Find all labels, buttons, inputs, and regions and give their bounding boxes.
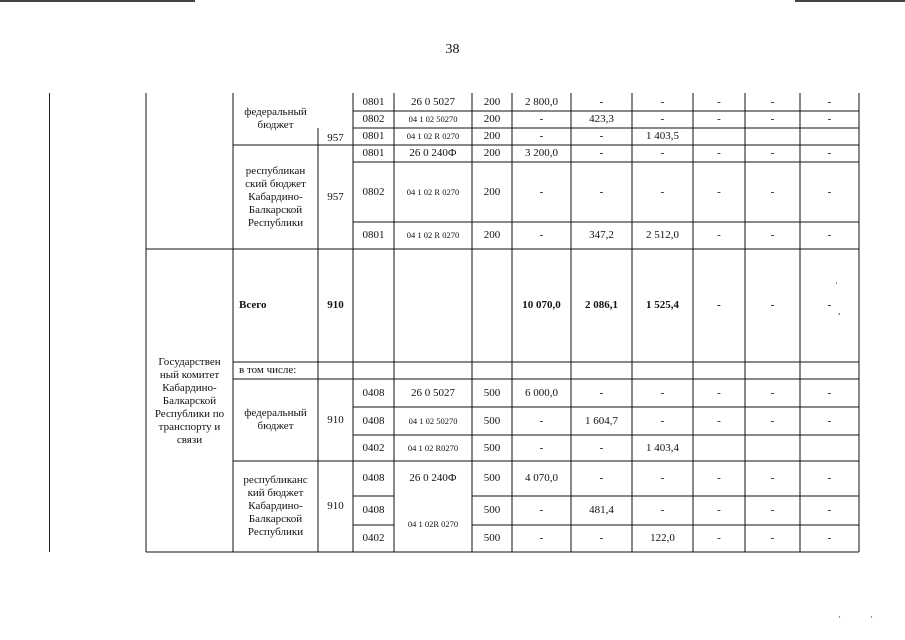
table-cell: -	[770, 386, 775, 399]
table-cell: 481,4	[589, 504, 614, 516]
table-cell: 423,3	[589, 113, 614, 125]
table-cell: -	[599, 185, 604, 198]
table-cell: -	[827, 229, 832, 241]
table-cell: 1 403,5	[646, 130, 679, 142]
table-cell: -	[827, 504, 832, 516]
table-cell	[800, 128, 859, 145]
table-cell: 0402	[362, 532, 385, 544]
table-cell: -	[827, 472, 832, 484]
total-value: 2 086,1	[585, 299, 618, 311]
table-cell: 200	[483, 113, 501, 125]
table-cell: -	[717, 386, 721, 399]
table-cell: -	[827, 113, 832, 125]
table-cell: -	[539, 532, 544, 544]
table-cell: 0408	[362, 386, 385, 399]
table-cell: 04 1 02 R 0270	[406, 186, 460, 197]
table-cell: 2 512,0	[646, 229, 679, 241]
table-cell: 347,2	[589, 229, 614, 241]
table-cell: -	[660, 185, 665, 198]
table-cell: 500	[483, 504, 501, 516]
total-value: 1 525,4	[646, 299, 679, 311]
table-cell: -	[717, 95, 721, 108]
table-cell: 500	[483, 441, 501, 454]
table-cell: -	[717, 504, 721, 516]
table-cell: -	[770, 414, 775, 427]
table-cell: 0801	[362, 130, 385, 142]
table-cell: -	[717, 472, 721, 484]
table-cell: -	[660, 386, 665, 399]
including-label: в том числе:	[239, 364, 297, 376]
table-cell: 04 1 02 50270	[408, 415, 458, 426]
table-cell: -	[827, 147, 832, 159]
section2-fed-code: 910	[327, 413, 344, 426]
table-cell: -	[599, 441, 604, 454]
table-cell	[693, 128, 745, 145]
table-cell: 200	[483, 147, 501, 159]
table-cell: 04 1 02 R 0270	[406, 230, 460, 240]
table-cell: -	[539, 414, 544, 427]
table-cell: 0802	[362, 185, 385, 198]
table-cell: -	[599, 532, 604, 544]
table-cell: 1 604,7	[585, 414, 618, 427]
table-cell: 200	[483, 185, 501, 198]
table-cell: 500	[483, 472, 501, 484]
table-cell: 0802	[362, 113, 385, 125]
table-cell	[800, 435, 859, 461]
total-value: -	[827, 299, 832, 311]
total-label: Всего	[239, 299, 267, 311]
table-cell: -	[539, 229, 544, 241]
table-cell: 04 1 02 50270	[408, 114, 458, 124]
table-cell: -	[717, 185, 721, 198]
table-cell: -	[599, 472, 604, 484]
section1-rep-code: 957	[327, 190, 344, 203]
table-cell: -	[827, 185, 832, 198]
scan-speck: ·	[835, 278, 838, 288]
table-cell: -	[599, 95, 604, 108]
table-cell: 0408	[362, 414, 385, 427]
section2-rep-code: 910	[327, 500, 344, 512]
table-cell: 0408	[362, 504, 385, 516]
table-cell: -	[770, 147, 775, 159]
table-cell: -	[660, 414, 665, 427]
table-cell: -	[660, 113, 665, 125]
table-cell	[745, 128, 800, 145]
table-cell: -	[827, 532, 832, 544]
shared-target-code: 04 1 02R 0270	[407, 518, 459, 529]
table-cell	[745, 435, 800, 461]
table-cell: 26 0 5027	[411, 95, 455, 108]
table-cell: -	[660, 504, 665, 516]
table-cell: 3 200,0	[525, 147, 558, 159]
table-cell: 0801	[362, 147, 385, 159]
total-value: -	[717, 299, 721, 311]
table-cell: -	[539, 185, 544, 198]
table-cell: -	[770, 185, 775, 198]
total-value: -	[770, 299, 775, 311]
section1-code: 957	[327, 132, 344, 144]
table-cell: -	[770, 113, 775, 125]
table-cell: 0402	[362, 441, 385, 454]
table-cell: -	[827, 414, 832, 427]
table-cell: 04 1 02 R 0270	[406, 131, 460, 141]
table-cell: -	[660, 95, 665, 108]
table-cell: 26 0 240Ф	[409, 147, 457, 159]
table-cell: -	[717, 229, 721, 241]
total-code: 910	[327, 299, 344, 311]
table-cell: -	[539, 504, 544, 516]
table-cell: 1 403,4	[646, 441, 679, 454]
scan-speck: ,	[838, 306, 841, 316]
table-cell: -	[827, 386, 832, 399]
page-number: 38	[445, 42, 460, 57]
scan-speck: ·	[838, 612, 841, 622]
table-cell: 2 800,0	[525, 95, 558, 108]
table-cell: -	[770, 95, 775, 108]
table-cell: -	[717, 113, 721, 125]
table-cell: 0801	[362, 95, 385, 108]
table-cell: -	[770, 532, 775, 544]
table-cell: 04 1 02 R0270	[407, 442, 459, 453]
table-cell	[693, 435, 745, 461]
scan-speck: ·	[870, 612, 873, 622]
table-cell: -	[770, 472, 775, 484]
table-cell: -	[827, 95, 832, 108]
table-cell: -	[770, 229, 775, 241]
table-cell: 26 0 240Ф	[409, 472, 457, 484]
table-cell: 200	[483, 130, 501, 142]
table-cell: -	[599, 130, 604, 142]
table-cell: -	[599, 147, 604, 159]
table-cell: 0801	[362, 229, 385, 241]
section2-org-name: Государствен ный комитет Кабардино-Балкарской Республики по транспорту и связи	[154, 355, 225, 446]
table-cell: 200	[483, 95, 501, 108]
table-cell: -	[717, 147, 721, 159]
table-cell: -	[717, 414, 721, 427]
table-cell: 500	[483, 532, 501, 544]
table-cell: -	[770, 504, 775, 516]
table-cell: -	[599, 386, 604, 399]
section2-rep-label: республиканс кий бюджет Кабардино-Балкарской Республики	[243, 474, 308, 538]
table-cell: 500	[483, 414, 501, 427]
table-cell: -	[539, 441, 544, 454]
table-cell: 6 000,0	[525, 386, 558, 399]
table-cell: 26 0 5027	[411, 386, 455, 399]
table-cell: 200	[483, 229, 501, 241]
table-cell: -	[539, 130, 544, 142]
table-cell: -	[717, 532, 721, 544]
table-cell: -	[660, 472, 665, 484]
table-cell: -	[539, 113, 544, 125]
section1-fed-label: федеральный бюджет	[244, 106, 307, 131]
section2-fed-label: федеральный бюджет	[244, 407, 307, 432]
table-cell: -	[660, 147, 665, 159]
table-cell: 0408	[362, 472, 385, 484]
table-cell: 500	[483, 386, 501, 399]
section1-rep-label: республикан ский бюджет Кабардино-Балкарской Республики	[245, 164, 306, 229]
total-value: 10 070,0	[522, 299, 561, 311]
table-cell: 122,0	[650, 532, 675, 544]
table-cell: 4 070,0	[525, 472, 558, 484]
